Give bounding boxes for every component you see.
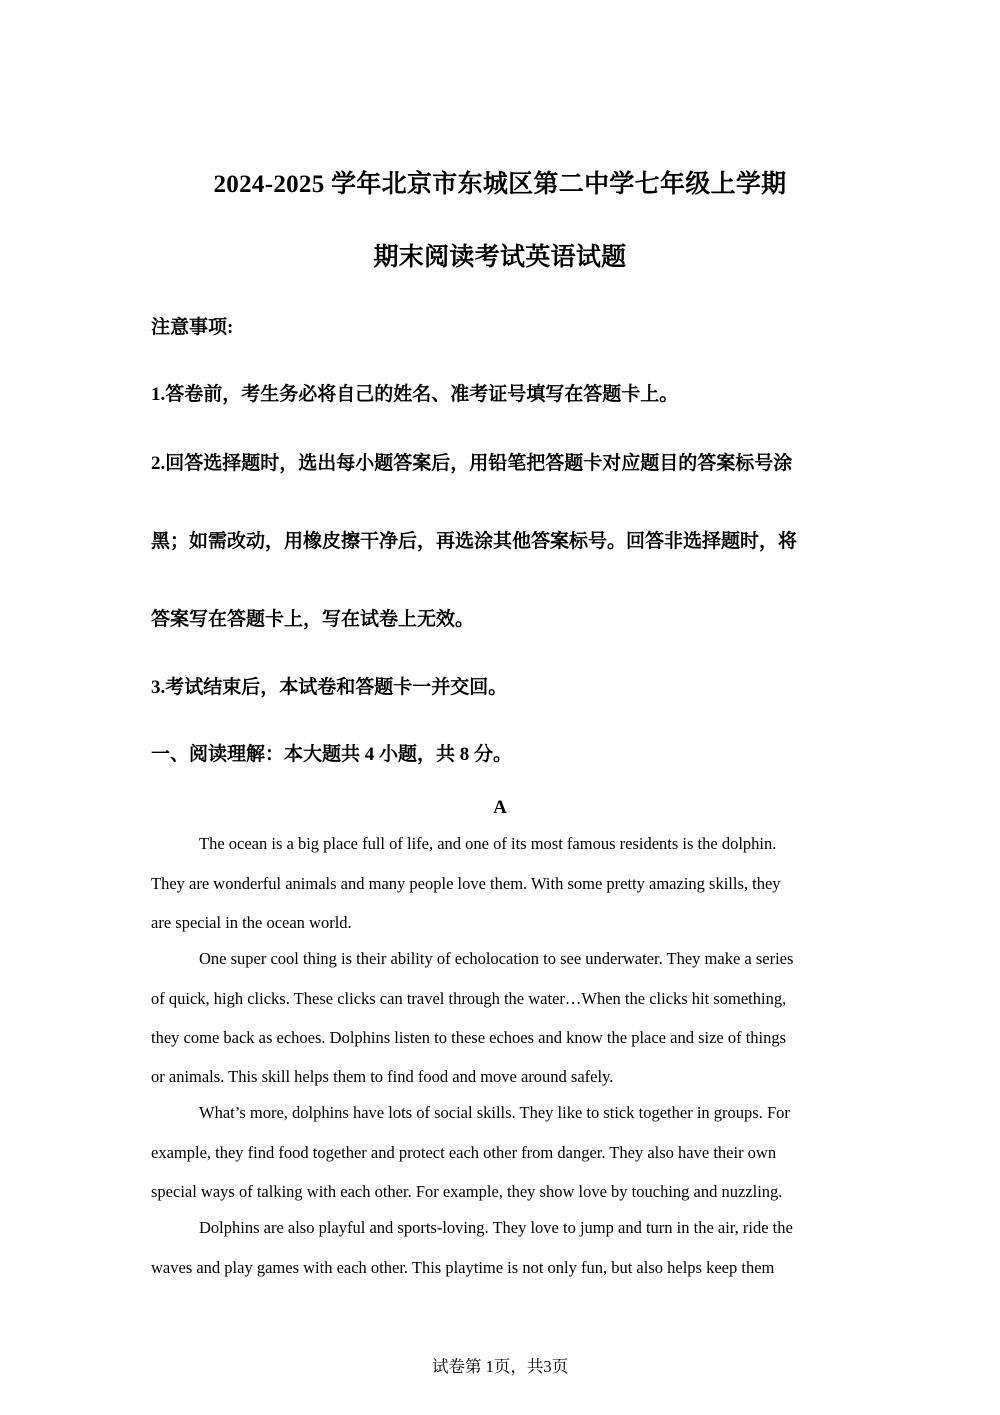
passage-line: example, they find food together and protect each other from danger. They also have their own [151,1143,777,1162]
passage-line: What’s more, dolphins have lots of social skills. They like to stick together in groups. For [199,1103,790,1122]
passage-line: special ways of talking with each other. For example, they show love by touching and nuzzling. [151,1182,783,1201]
notice-heading: 注意事项: [151,317,234,338]
passage-line: or animals. This skill helps them to find food and move around safely. [151,1067,614,1086]
notice-item-2-line1: 2.回答选择题时，选出每小题答案后，用铅笔把答题卡对应题目的答案标号涂 [151,453,793,474]
page-footer: 试卷第 1页，共3页 [431,1357,569,1376]
passage-line: One super cool thing is their ability of echolocation to see underwater. They make a series [199,949,794,968]
passage-line: waves and play games with each other. This playtime is not only fun, but also helps keep them [151,1258,775,1277]
passage-label: A [493,797,507,818]
passage-line: are special in the ocean world. [151,913,352,932]
passage-line: The ocean is a big place full of life, and one of its most famous residents is the dolphin. [199,834,777,853]
passage-line: Dolphins are also playful and sports-loving. They love to jump and turn in the air, ride the [199,1218,793,1237]
notice-item-2-line2: 黑；如需改动，用橡皮擦干净后，再选涂其他答案标号。回答非选择题时，将 [151,531,798,552]
section-heading: 一、阅读理解：本大题共 4 小题，共 8 分。 [151,744,513,765]
notice-item-3: 3.考试结束后，本试卷和答题卡一并交回。 [151,677,508,698]
passage-line: of quick, high clicks. These clicks can travel through the water…When the clicks hit something, [151,989,787,1008]
passage-line: they come back as echoes. Dolphins listen to these echoes and know the place and size of things [151,1028,787,1047]
notice-item-1: 1.答卷前，考生务必将自己的姓名、准考证号填写在答题卡上。 [151,384,679,405]
notice-item-2-line3: 答案写在答题卡上，写在试卷上无效。 [151,609,475,630]
exam-title-line1: 2024-2025 学年北京市东城区第二中学七年级上学期 [213,171,787,198]
passage-line: They are wonderful animals and many people love them. With some pretty amazing skills, they [151,874,781,893]
exam-title-line2: 期末阅读考试英语试题 [373,244,627,271]
